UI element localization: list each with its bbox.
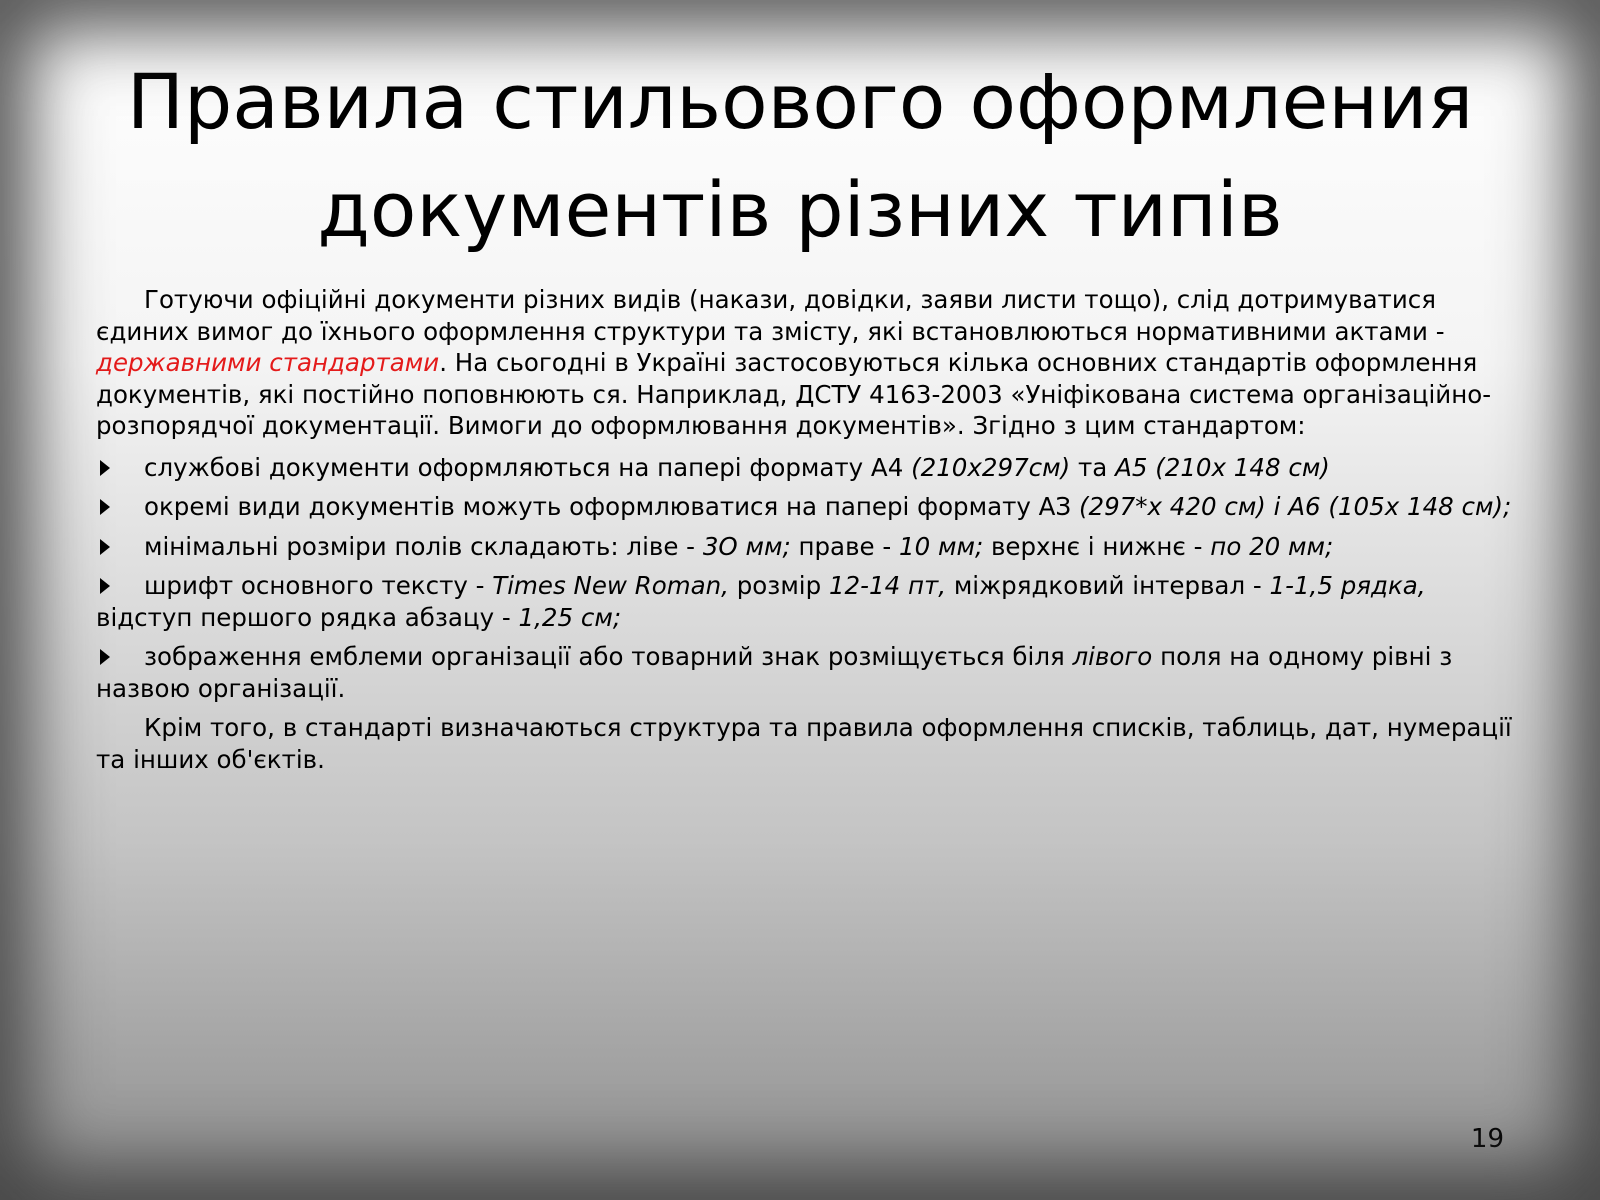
page-number: 19 bbox=[1470, 1124, 1504, 1154]
triangle-right-icon bbox=[100, 539, 110, 555]
bullet-3-text-d: 10 мм; bbox=[899, 531, 984, 561]
triangle-right-icon bbox=[100, 578, 110, 594]
slide-body bbox=[96, 284, 1516, 785]
bullet-4-text-g: відступ першого рядка абзацу - bbox=[96, 602, 519, 632]
bullet-1-text-c: та bbox=[1070, 452, 1116, 482]
intro-text-2: . На сьогодні в Україні застосовуються кілька основних стандартів оформлення документів, які постійно поповнюють ся. Наприклад, ДСТУ 4163-2003 «Уніфікована система організаційно-розпорядчої документації. Вимоги до оформлювання документів». Згідно з цим стандартом: bbox=[96, 348, 1492, 440]
bullet-4-text-d: 12-14 пт, bbox=[828, 571, 947, 600]
intro-paragraph bbox=[96, 284, 1516, 442]
list-item bbox=[96, 491, 1516, 523]
bullet-4-text-c: розмір bbox=[728, 571, 829, 600]
bullet-4-text-e: міжрядковий інтервал - bbox=[946, 571, 1270, 600]
bullet-1-text-a: службові документи оформляються на папері формату А4 bbox=[144, 452, 912, 482]
bullet-1-text-d: А5 (210х 148 см) bbox=[1115, 452, 1330, 482]
bullet-5-text-c: поля на одному рівні з назвою організації. bbox=[96, 642, 1453, 703]
list-item bbox=[96, 531, 1516, 563]
bullet-1-text-b: (210x297см) bbox=[911, 452, 1071, 482]
intro-text-1: Готуючи офіційні документи різних видів (накази, довідки, заяви листи тощо), слід дотримуватися єдиних вимог до їхнього оформлення структури та змісту, які встановлюються нормативними актами - bbox=[96, 285, 1445, 346]
bullet-2-text-a: окремі види документів можуть оформлюватися на папері формату АЗ bbox=[144, 492, 1079, 521]
bullet-4-text-b: Times New Roman, bbox=[492, 571, 729, 600]
list-item bbox=[96, 641, 1516, 704]
title-line-2: документів різних типів bbox=[317, 165, 1283, 254]
bullet-4-text-h: 1,25 см; bbox=[518, 602, 622, 632]
slide-title bbox=[60, 48, 1540, 264]
bullet-list bbox=[96, 452, 1516, 705]
triangle-right-icon bbox=[100, 649, 110, 665]
list-item bbox=[96, 570, 1516, 633]
bullet-5-text-a: зображення емблеми організації або товарний знак розміщується біля bbox=[144, 642, 1073, 671]
bullet-3-text-a: мінімальні розміри полів складають: ліве - bbox=[144, 531, 703, 561]
bullet-2-text-b: (297*х 420 см) і А6 (105х 148 см); bbox=[1078, 492, 1512, 521]
title-line-1: Правила стильового оформления bbox=[126, 57, 1474, 146]
triangle-right-icon bbox=[100, 460, 110, 476]
bullet-3-text-f: по 20 мм; bbox=[1210, 531, 1334, 561]
bullet-4-text-a: шрифт основного тексту - bbox=[144, 571, 493, 600]
intro-highlight: державними стандартами bbox=[96, 348, 440, 377]
closing-paragraph: Крім того, в стандарті визначаються структура та правила оформлення списків, таблиць, дат, нумерації та інших об'єктів. bbox=[96, 713, 1512, 774]
bullet-3-text-c: праве - bbox=[790, 531, 900, 561]
bullet-5-text-b: лівого bbox=[1072, 642, 1153, 671]
bullet-3-text-b: 3О мм; bbox=[702, 531, 791, 561]
triangle-right-icon bbox=[100, 499, 110, 515]
bullet-4-text-f: 1-1,5 рядка, bbox=[1269, 571, 1426, 600]
list-item bbox=[96, 452, 1516, 484]
bullet-3-text-e: верхнє і нижнє - bbox=[983, 531, 1211, 561]
